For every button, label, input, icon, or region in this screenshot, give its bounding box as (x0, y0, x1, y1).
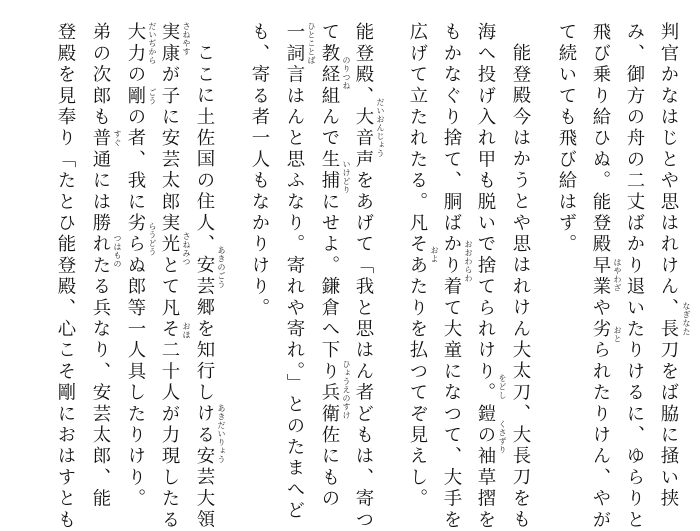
furigana: くさずり (498, 420, 507, 454)
text-column: も、寄る者一人もなかりけり。 (249, 22, 270, 319)
text-column: 飛び乗り給ひぬ。能登殿早業や劣られたりけん、やが (590, 22, 611, 531)
text-column: 海へ投げ入れ甲も脱いで捨てられけり。鎧の袖草摺を (475, 22, 496, 531)
text-column: 実康が子に安芸太郎実光とて凡そ二十人が力現したる (159, 22, 180, 531)
text-column: 弟の次郎も普通には勝れたる兵なり、安芸太郎、能 (90, 22, 111, 510)
text-column: 広げて立たれたる。凡そあたりを払つてぞ見えし。 (407, 22, 428, 510)
furigana: をどし (498, 374, 507, 400)
text-column: 能登殿、大音声をあげて「我と思はん者どもは、寄つ (353, 22, 374, 531)
furigana: おと (613, 326, 622, 343)
furigana: だいおんじょう (376, 98, 385, 158)
furigana: らうどう (148, 222, 157, 256)
furigana: あきのごう (217, 246, 226, 289)
text-column: て続いても飛び給はず。 (556, 22, 577, 256)
text-column: み、御方の舟の二丈ばかり退いたりけるに、ゆらりと (624, 22, 645, 531)
furigana: すぐ (113, 130, 122, 147)
furigana: およ (430, 246, 439, 263)
text-column: 一詞言はんと思ふなり。寄れや寄れ。」とのたまへど (284, 22, 305, 522)
furigana: なぎなた (682, 302, 691, 336)
furigana: ごう (148, 88, 157, 105)
furigana: ひとことば (307, 22, 316, 65)
furigana: のりつね (342, 56, 351, 90)
furigana: あきだいりょう (217, 404, 226, 464)
furigana: だいぢから (148, 22, 157, 65)
furigana: さねやす (182, 22, 191, 56)
furigana: いけどり (342, 160, 351, 194)
furigana: ひょうえのすけ (342, 360, 351, 420)
furigana: はやわざ (613, 258, 622, 292)
furigana: おおわらわ (464, 240, 473, 283)
text-column: 大力の剛の者、我に劣らぬ郎等一人具したりけり。 (125, 22, 146, 510)
text-column: 判官かなはじとや思はれけん、長刀をば脇に掻い挟 (658, 22, 679, 510)
text-column: 登殿を見奉り「たとひ能登殿、心こそ剛におはすとも (55, 22, 76, 531)
text-column: て教経組んで生捕にせよ。鎌倉へ下り兵衛佐にもの (319, 22, 340, 510)
furigana: おほ (182, 322, 191, 339)
text-column: 能登殿今はかうとや思はれけん大太刀、大長刀をも (510, 43, 531, 531)
text-column: もかなぐり捨て、胴ばかり着て大童になつて、大手を (441, 22, 462, 531)
furigana: つはもの (113, 234, 122, 268)
furigana: さねみつ (182, 232, 191, 266)
text-column: ここに土佐国の住人、安芸郷を知行しける安芸大領 (194, 43, 215, 531)
